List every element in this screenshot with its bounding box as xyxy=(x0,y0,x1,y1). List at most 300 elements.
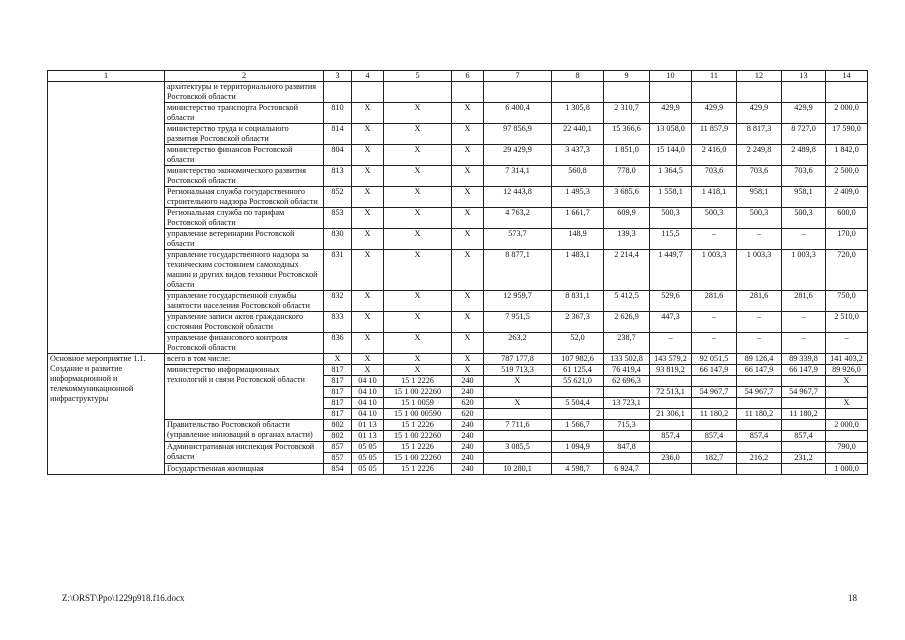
table-cell: 429,9 xyxy=(737,103,782,124)
table-cell: 89 926,0 xyxy=(826,365,868,376)
table-cell: 182,7 xyxy=(692,453,737,464)
table-cell xyxy=(782,376,826,387)
table-cell: 55 621,0 xyxy=(552,376,604,387)
table-cell xyxy=(737,464,782,475)
table-cell: министерство труда и социального развития Ростовской области xyxy=(165,124,324,145)
table-cell: 05 05 xyxy=(352,464,384,475)
table-cell: Х xyxy=(352,291,384,312)
table-cell xyxy=(552,431,604,442)
table-cell: 236,0 xyxy=(650,453,692,464)
table-cell: управление государственного надзора за техническим состоянием самоходных машин и других видов техники Ростовской области xyxy=(165,250,324,291)
table-cell: 810 xyxy=(324,103,352,124)
table-cell: Х xyxy=(384,291,452,312)
table-cell: Х xyxy=(484,398,552,409)
table-cell: управление финансового контроля Ростовской области xyxy=(165,333,324,354)
table-cell xyxy=(650,464,692,475)
table-cell: Х xyxy=(352,208,384,229)
table-cell xyxy=(737,398,782,409)
table-cell: 814 xyxy=(324,124,352,145)
table-cell: Правительство Ростовской области (управление инноваций в органах власти) xyxy=(165,420,324,442)
table-cell: 831 xyxy=(324,250,352,291)
table-cell: министерство экономического развития Ростовской области xyxy=(165,166,324,187)
table-cell xyxy=(737,420,782,431)
table-cell: 54 967,7 xyxy=(692,387,737,398)
budget-table xyxy=(47,70,868,475)
table-cell xyxy=(650,420,692,431)
table-cell: 12 959,7 xyxy=(484,291,552,312)
table-row xyxy=(48,103,868,124)
table-cell: 5 412,5 xyxy=(604,291,650,312)
table-cell: 1 851,0 xyxy=(604,145,650,166)
table-cell: 429,9 xyxy=(692,103,737,124)
page-number: 18 xyxy=(848,593,857,603)
table-cell: 240 xyxy=(452,442,484,453)
table-cell: управление записи актов гражданского состояния Ростовской области xyxy=(165,312,324,333)
table-cell: 143 579,2 xyxy=(650,354,692,365)
table-cell: 01 13 xyxy=(352,431,384,442)
table-cell: Х xyxy=(452,187,484,208)
table-cell: 6 400,4 xyxy=(484,103,552,124)
table-cell: 240 xyxy=(452,431,484,442)
table-cell: – xyxy=(782,333,826,354)
table-cell: 04 10 xyxy=(352,409,384,420)
table-row xyxy=(48,145,868,166)
table-cell: 447,3 xyxy=(650,312,692,333)
table-cell: 500,3 xyxy=(737,208,782,229)
table-cell xyxy=(826,409,868,420)
table-cell: 1 003,3 xyxy=(782,250,826,291)
table-cell xyxy=(324,82,352,103)
table-cell: Х xyxy=(352,365,384,376)
table-row xyxy=(48,464,868,475)
table-cell: 04 10 xyxy=(352,398,384,409)
table-cell: 133 502,8 xyxy=(604,354,650,365)
table-cell: 61 125,4 xyxy=(552,365,604,376)
table-cell: Х xyxy=(452,365,484,376)
table-cell: 3 085,5 xyxy=(484,442,552,453)
table-cell: 1 449,7 xyxy=(650,250,692,291)
table-cell xyxy=(384,82,452,103)
table-cell: Региональная служба государственного строительного надзора Ростовской области xyxy=(165,187,324,208)
table-cell: Х xyxy=(352,145,384,166)
table-cell: архитектуры и территориального развития Ростовской области xyxy=(165,82,324,103)
table-cell: 8 877,1 xyxy=(484,250,552,291)
column-number: 10 xyxy=(650,71,692,82)
table-cell: 1 566,7 xyxy=(552,420,604,431)
table-cell: 148,9 xyxy=(552,229,604,250)
table-cell xyxy=(692,376,737,387)
table-cell: – xyxy=(737,333,782,354)
table-cell: 8 817,3 xyxy=(737,124,782,145)
table-cell: 1 558,1 xyxy=(650,187,692,208)
table-cell: 52,0 xyxy=(552,333,604,354)
table-cell: 500,3 xyxy=(692,208,737,229)
table-cell: 15 1 2226 xyxy=(384,420,452,431)
table-cell xyxy=(484,431,552,442)
table-cell: 54 967,7 xyxy=(782,387,826,398)
table-cell: 8 831,1 xyxy=(552,291,604,312)
table-cell: 853 xyxy=(324,208,352,229)
table-cell: 13 723,1 xyxy=(604,398,650,409)
table-cell: 787 177,8 xyxy=(484,354,552,365)
table-cell: – xyxy=(737,229,782,250)
table-cell: Х xyxy=(384,124,452,145)
table-cell: 8 727,0 xyxy=(782,124,826,145)
table-cell: 2 249,8 xyxy=(737,145,782,166)
table-cell xyxy=(552,409,604,420)
table-cell: 12 443,8 xyxy=(484,187,552,208)
table-cell: Х xyxy=(452,250,484,291)
table-row xyxy=(48,420,868,431)
table-cell: 1 000,0 xyxy=(826,464,868,475)
table-cell: 97 856,9 xyxy=(484,124,552,145)
table-cell xyxy=(737,82,782,103)
table-cell: 2 214,4 xyxy=(604,250,650,291)
table-row xyxy=(48,354,868,365)
table-cell: министерство информационных технологий и связи Ростовской области xyxy=(165,365,324,420)
table-cell: Х xyxy=(452,354,484,365)
table-cell: 76 419,4 xyxy=(604,365,650,376)
table-cell: Государственная жилищная xyxy=(165,464,324,475)
column-number: 11 xyxy=(692,71,737,82)
table-cell: 7 951,5 xyxy=(484,312,552,333)
table-cell: – xyxy=(782,312,826,333)
table-cell: Х xyxy=(384,103,452,124)
table-cell: 1 842,0 xyxy=(826,145,868,166)
column-number: 13 xyxy=(782,71,826,82)
table-cell: Х xyxy=(352,166,384,187)
table-cell: Х xyxy=(384,166,452,187)
table-cell xyxy=(826,431,868,442)
table-cell: 238,7 xyxy=(604,333,650,354)
table-cell: Х xyxy=(452,145,484,166)
table-row xyxy=(48,365,868,376)
table-row xyxy=(48,291,868,312)
table-cell: 817 xyxy=(324,398,352,409)
table-cell: 15 1 00 22260 xyxy=(384,387,452,398)
table-cell xyxy=(782,464,826,475)
table-cell: Х xyxy=(452,124,484,145)
table-cell: 813 xyxy=(324,166,352,187)
table-cell: 89 339,8 xyxy=(782,354,826,365)
table-cell xyxy=(692,442,737,453)
table-cell: 817 xyxy=(324,387,352,398)
table-cell: 04 10 xyxy=(352,376,384,387)
table-cell: – xyxy=(692,312,737,333)
table-cell: 833 xyxy=(324,312,352,333)
table-cell xyxy=(692,398,737,409)
table-cell: 72 513,1 xyxy=(650,387,692,398)
table-cell: 836 xyxy=(324,333,352,354)
table-cell: – xyxy=(650,333,692,354)
table-cell: Х xyxy=(384,250,452,291)
table-cell: 281,6 xyxy=(737,291,782,312)
table-cell: 10 280,1 xyxy=(484,464,552,475)
table-cell xyxy=(484,387,552,398)
table-cell: 1 364,5 xyxy=(650,166,692,187)
table-cell: 54 967,7 xyxy=(737,387,782,398)
table-cell xyxy=(692,82,737,103)
table-cell: 1 418,1 xyxy=(692,187,737,208)
table-cell: 620 xyxy=(452,409,484,420)
table-row xyxy=(48,166,868,187)
table-row xyxy=(48,208,868,229)
table-cell: министерство финансов Ростовской области xyxy=(165,145,324,166)
table-cell xyxy=(552,82,604,103)
table-cell: 62 696,3 xyxy=(604,376,650,387)
table-cell: Х xyxy=(352,187,384,208)
table-cell: – xyxy=(826,333,868,354)
table-cell: Х xyxy=(452,229,484,250)
table-row xyxy=(48,312,868,333)
table-cell: 3 437,3 xyxy=(552,145,604,166)
table-cell: 216,2 xyxy=(737,453,782,464)
table-cell xyxy=(484,82,552,103)
table-cell: 847,8 xyxy=(604,442,650,453)
table-cell: 715,3 xyxy=(604,420,650,431)
table-cell: – xyxy=(782,229,826,250)
table-cell: 141 403,2 xyxy=(826,354,868,365)
table-cell: 7 314,1 xyxy=(484,166,552,187)
table-cell: 7 711,6 xyxy=(484,420,552,431)
table-cell: 2 367,3 xyxy=(552,312,604,333)
table-cell: 2 409,0 xyxy=(826,187,868,208)
table-cell xyxy=(650,376,692,387)
table-cell: 1 661,7 xyxy=(552,208,604,229)
table-cell: 17 590,0 xyxy=(826,124,868,145)
table-cell: 15 1 00 00590 xyxy=(384,409,452,420)
table-cell: – xyxy=(692,333,737,354)
table-row xyxy=(48,82,868,103)
table-cell: 620 xyxy=(452,398,484,409)
table-cell: 263,2 xyxy=(484,333,552,354)
table-cell: 720,0 xyxy=(826,250,868,291)
table-cell: 802 xyxy=(324,431,352,442)
table-cell: Х xyxy=(384,187,452,208)
table-cell: 240 xyxy=(452,453,484,464)
table-cell: 66 147,9 xyxy=(692,365,737,376)
table-cell: 4 763,2 xyxy=(484,208,552,229)
table-cell: 1 003,3 xyxy=(692,250,737,291)
table-cell xyxy=(452,82,484,103)
column-number: 1 xyxy=(48,71,165,82)
table-cell: 15 1 00 22260 xyxy=(384,431,452,442)
column-number: 8 xyxy=(552,71,604,82)
table-cell xyxy=(552,387,604,398)
table-cell: 1 094,9 xyxy=(552,442,604,453)
table-cell xyxy=(352,82,384,103)
table-cell: Х xyxy=(452,312,484,333)
table-cell: 15 1 00 22260 xyxy=(384,453,452,464)
table-cell: 66 147,9 xyxy=(782,365,826,376)
table-cell: Х xyxy=(826,398,868,409)
table-cell xyxy=(737,376,782,387)
table-cell xyxy=(604,453,650,464)
table-cell: Х xyxy=(384,145,452,166)
table-row xyxy=(48,187,868,208)
table-row xyxy=(48,250,868,291)
table-cell: 11 180,2 xyxy=(782,409,826,420)
table-cell: 519 713,3 xyxy=(484,365,552,376)
table-cell: 29 429,9 xyxy=(484,145,552,166)
table-cell: Х xyxy=(324,354,352,365)
column-number: 7 xyxy=(484,71,552,82)
table-cell: Х xyxy=(452,291,484,312)
table-cell: 703,6 xyxy=(692,166,737,187)
table-cell: 857,4 xyxy=(650,431,692,442)
table-cell: 817 xyxy=(324,409,352,420)
table-cell: Х xyxy=(352,354,384,365)
table-cell: 92 051,5 xyxy=(692,354,737,365)
table-cell: Х xyxy=(452,166,484,187)
table-cell: 832 xyxy=(324,291,352,312)
table-row xyxy=(48,229,868,250)
table-cell xyxy=(48,82,165,354)
table-cell xyxy=(782,442,826,453)
table-cell: 429,9 xyxy=(650,103,692,124)
table-cell: Х xyxy=(352,250,384,291)
table-cell: 560,8 xyxy=(552,166,604,187)
column-number: 12 xyxy=(737,71,782,82)
table-cell: Х xyxy=(384,208,452,229)
table-cell: 15 1 2226 xyxy=(384,464,452,475)
table-cell xyxy=(604,409,650,420)
table-cell: Административная инспекция Ростовской области xyxy=(165,442,324,464)
table-cell: Х xyxy=(384,365,452,376)
table-cell: Х xyxy=(352,124,384,145)
column-number: 3 xyxy=(324,71,352,82)
column-number: 14 xyxy=(826,71,868,82)
table-cell: 2 500,0 xyxy=(826,166,868,187)
table-cell: 281,6 xyxy=(692,291,737,312)
table-cell xyxy=(552,453,604,464)
table-cell: 170,0 xyxy=(826,229,868,250)
table-cell: Х xyxy=(384,354,452,365)
table-cell: 958,1 xyxy=(737,187,782,208)
table-cell: управление ветеринарии Ростовской области xyxy=(165,229,324,250)
table-cell xyxy=(692,464,737,475)
table-cell: 240 xyxy=(452,387,484,398)
table-cell: 854 xyxy=(324,464,352,475)
table-cell: 115,5 xyxy=(650,229,692,250)
table-cell: 857,4 xyxy=(782,431,826,442)
table-cell: 2 489,8 xyxy=(782,145,826,166)
table-cell: 5 504,4 xyxy=(552,398,604,409)
table-cell: Х xyxy=(352,103,384,124)
table-cell: 500,3 xyxy=(650,208,692,229)
table-cell xyxy=(782,82,826,103)
table-row xyxy=(48,442,868,453)
table-cell: 240 xyxy=(452,464,484,475)
table-cell: 66 147,9 xyxy=(737,365,782,376)
table-cell: 2 000,0 xyxy=(826,420,868,431)
table-cell: 429,9 xyxy=(782,103,826,124)
header-row xyxy=(48,71,868,82)
table-cell xyxy=(826,82,868,103)
table-cell: 13 058,0 xyxy=(650,124,692,145)
table-cell: 2 000,0 xyxy=(826,103,868,124)
main-activity-label: Основное мероприятие 1.1. Создание и развитие информационной и телекоммуникационной инфраструктуры xyxy=(48,354,165,475)
table-cell: 4 598,7 xyxy=(552,464,604,475)
table-cell: – xyxy=(737,312,782,333)
table-cell: 703,6 xyxy=(782,166,826,187)
table-cell: 790,0 xyxy=(826,442,868,453)
table-cell: 139,3 xyxy=(604,229,650,250)
table-cell: Х xyxy=(352,229,384,250)
table-cell: 107 982,6 xyxy=(552,354,604,365)
table-cell: министерство транспорта Ростовской области xyxy=(165,103,324,124)
table-cell xyxy=(782,420,826,431)
table-cell: 802 xyxy=(324,420,352,431)
table-cell: 22 440,1 xyxy=(552,124,604,145)
table-cell: 89 126,4 xyxy=(737,354,782,365)
table-cell: 1 483,1 xyxy=(552,250,604,291)
column-number: 6 xyxy=(452,71,484,82)
table-cell: 958,1 xyxy=(782,187,826,208)
table-cell xyxy=(737,442,782,453)
table-cell xyxy=(484,453,552,464)
table-cell: 05 05 xyxy=(352,453,384,464)
table-cell xyxy=(826,387,868,398)
table-cell: 231,2 xyxy=(782,453,826,464)
table-cell: 857,4 xyxy=(692,431,737,442)
column-number: 2 xyxy=(165,71,324,82)
table-cell xyxy=(826,453,868,464)
table-cell: 240 xyxy=(452,420,484,431)
table-cell: 857 xyxy=(324,442,352,453)
table-cell: всего в том числе: xyxy=(165,354,324,365)
table-cell: Х xyxy=(384,229,452,250)
table-cell: 2 626,9 xyxy=(604,312,650,333)
table-cell: 11 180,2 xyxy=(737,409,782,420)
table-cell: 778,0 xyxy=(604,166,650,187)
table-cell: 15 1 2226 xyxy=(384,376,452,387)
table-cell xyxy=(650,82,692,103)
table-cell: 281,6 xyxy=(782,291,826,312)
table-cell: управление государственной службы занятости населения Ростовской области xyxy=(165,291,324,312)
table-cell: Х xyxy=(384,312,452,333)
column-number: 5 xyxy=(384,71,452,82)
table-cell: 93 819,2 xyxy=(650,365,692,376)
table-cell: 529,6 xyxy=(650,291,692,312)
table-cell: 750,0 xyxy=(826,291,868,312)
table-cell: 817 xyxy=(324,376,352,387)
table-cell: 1 495,3 xyxy=(552,187,604,208)
table-cell: 1 305,8 xyxy=(552,103,604,124)
table-cell: 2 310,7 xyxy=(604,103,650,124)
table-cell: 05 05 xyxy=(352,442,384,453)
table-cell: 21 306,1 xyxy=(650,409,692,420)
table-cell: 852 xyxy=(324,187,352,208)
table-cell xyxy=(604,431,650,442)
table-cell xyxy=(782,398,826,409)
table-cell: 830 xyxy=(324,229,352,250)
table-cell: 857 xyxy=(324,453,352,464)
table-cell: 11 180,2 xyxy=(692,409,737,420)
table-cell: 857,4 xyxy=(737,431,782,442)
table-cell xyxy=(604,82,650,103)
table-cell: Х xyxy=(384,333,452,354)
table-cell: 817 xyxy=(324,365,352,376)
table-cell xyxy=(650,442,692,453)
table-cell: 15 144,0 xyxy=(650,145,692,166)
table-cell: 15 1 2226 xyxy=(384,442,452,453)
table-cell: Региональная служба по тарифам Ростовской области xyxy=(165,208,324,229)
table-cell: Х xyxy=(352,312,384,333)
table-cell: 2 510,0 xyxy=(826,312,868,333)
table-cell: 1 003,3 xyxy=(737,250,782,291)
table-cell: 6 924,7 xyxy=(604,464,650,475)
